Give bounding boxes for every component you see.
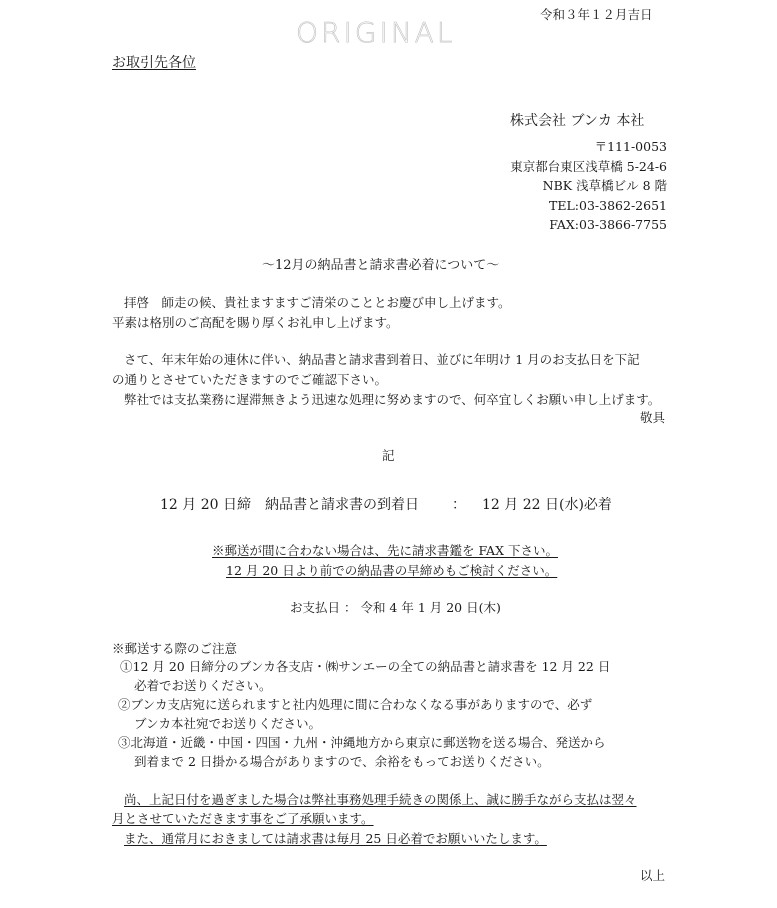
- caution-item-2: ②ブンカ支店宛に送られますと社内処理に間に合わなくなる事がありますので、必ず: [118, 697, 593, 712]
- caution-item-3-cont: 到着まで 2 日掛かる場合がありますので、余裕をもってお送りください。: [134, 754, 550, 769]
- address-line-2: NBK 浅草橋ビル 8 階: [542, 178, 667, 193]
- ijo-closing: 以上: [640, 868, 666, 883]
- final-note-line-1: 尚、上記日付を過ぎました場合は弊社事務処理手続きの関係上、誠に勝手ながら支払は翌々: [124, 792, 637, 807]
- fax-notice: ※郵送が間に合わない場合は、先に請求書鑑を FAX 下さい。: [212, 543, 558, 558]
- tel-number: TEL:03-3862-2651: [549, 197, 667, 213]
- final-note-line-3: また、通常月におきましては請求書は毎月 25 日必着でお願いいたします。: [124, 831, 547, 846]
- deadline-separator: ：: [452, 497, 466, 513]
- recipient-heading: お取引先各位: [112, 55, 196, 71]
- caution-item-2-cont: ブンカ本社宛でお送りください。: [134, 716, 322, 731]
- greeting-line-2: 平素は格別のご高配を賜り厚くお礼申し上げます。: [112, 315, 399, 330]
- caution-item-1-cont: 必着でお送りください。: [134, 678, 272, 693]
- keigu: 敬具: [640, 410, 666, 425]
- document-date: 令和３年１２月吉日: [540, 7, 653, 22]
- body-line-1: さて、年末年始の連休に伴い、納品書と請求書到着日、並びに年明け 1 月のお支払日を下記: [124, 352, 640, 367]
- subject-line: ～12月の納品書と請求書必着について～: [262, 258, 500, 273]
- original-stamp: ORIGINAL: [296, 16, 456, 49]
- address-line-1: 東京都台東区浅草橋 5-24-6: [510, 158, 667, 174]
- ki-heading: 記: [382, 448, 395, 463]
- greeting-line-1: 拝啓 師走の候、貴社ますますご清栄のこととお慶び申し上げます。: [124, 295, 511, 310]
- final-note-line-2: 月とさせていただきます事をご了承願います。: [112, 811, 374, 826]
- body-line-2: の通りとさせていただきますのでご確認下さい。: [112, 372, 388, 387]
- deadline-date: 12 月 22 日(水)必着: [482, 497, 612, 513]
- caution-item-1: ①12 月 20 日締分のブンカ各支店・㈱サンエーの全ての納品書と請求書を 12 月 22 日: [120, 659, 611, 674]
- company-address: [510, 137, 667, 235]
- caution-title: ※郵送する際のご注意: [112, 641, 238, 656]
- early-close-notice: 12 月 20 日より前での納品書の早締めもご検討ください。: [226, 563, 558, 578]
- deadline-label: 12 月 20 日締 納品書と請求書の到着日: [160, 497, 419, 513]
- payment-date: お支払日 ： 令和 4 年 1 月 20 日(木): [290, 600, 501, 615]
- caution-item-3: ③北海道・近畿・中国・四国・九州・沖縄地方から東京に郵送物を送る場合、発送から: [118, 735, 606, 750]
- body-line-3: 弊社では支払業務に遅滞無きよう迅速な処理に努めますので、何卒宜しくお願い申し上げます。: [124, 392, 661, 407]
- fax-number: FAX:03-3866-7755: [549, 217, 667, 232]
- postal-code: 〒111-0053: [594, 139, 667, 154]
- company-name: 株式会社 ブンカ 本社: [510, 113, 645, 129]
